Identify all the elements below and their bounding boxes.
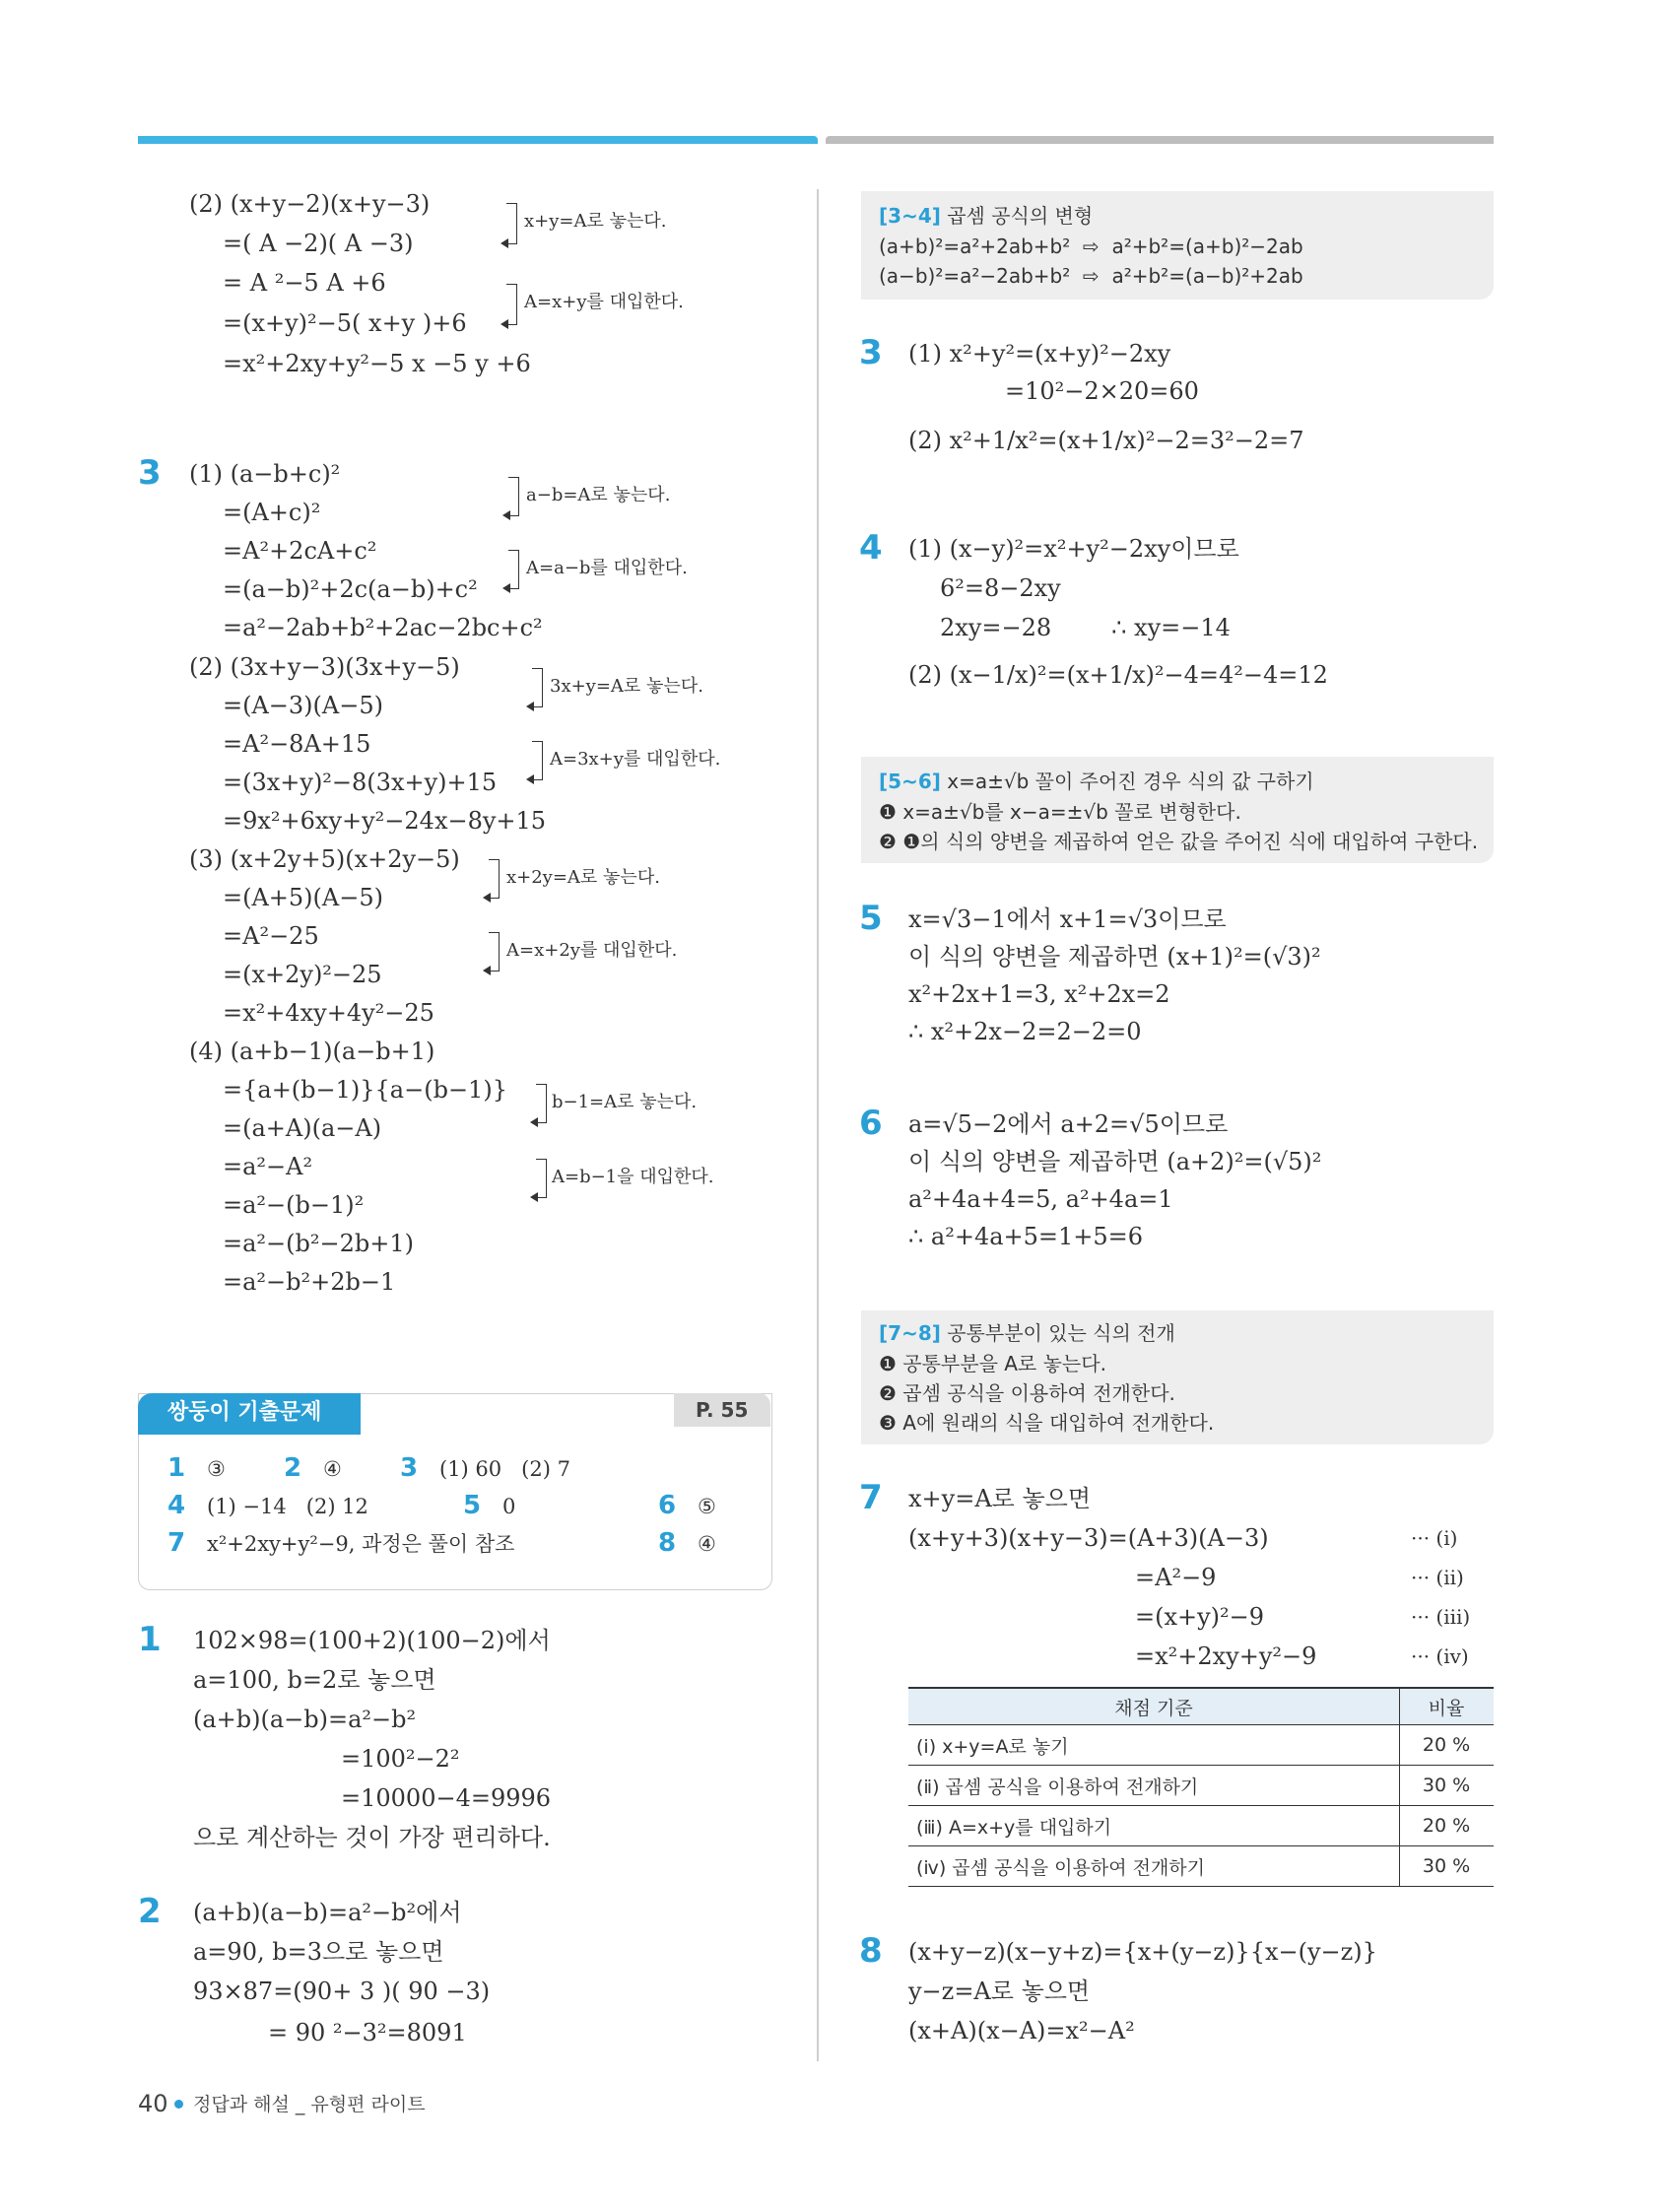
footer-title: 정답과 해설 _ 유형편 라이트: [193, 2094, 426, 2115]
criteria-cell: (ⅰ) x+y=A로 놓기: [908, 1725, 1400, 1766]
math-line: a=100, b=2로 놓으면: [193, 1666, 436, 1694]
answer-value: (1) 60 (2) 7: [439, 1457, 570, 1481]
math-line: y−z=A로 놓으면: [908, 1977, 1091, 2005]
arrow-icon: [483, 893, 491, 903]
math-line: =x²+4xy+4y²−25: [223, 999, 434, 1027]
math-line: =(x+y)²−5( x+y )+6: [223, 309, 467, 337]
ratio-cell: 30 %: [1400, 1766, 1495, 1806]
solution-number: 8: [859, 1931, 883, 1971]
answer-number: 7: [167, 1528, 186, 1558]
math-line: 102×98=(100+2)(100−2)에서: [193, 1627, 551, 1654]
tip-line: ❶ 공통부분을 A로 놓는다.: [879, 1352, 1106, 1375]
page-number: 40: [138, 2090, 168, 2117]
math-line: 93×87=(90+ 3 )( 90 −3): [193, 1977, 491, 2005]
math-line: =(A+5)(A−5): [223, 884, 383, 911]
step-marker: ··· (ⅰ): [1411, 1526, 1458, 1550]
solution-number: 4: [859, 528, 883, 568]
math-line: 이 식의 양변을 제곱하면 (a+2)²=(√5)²: [908, 1148, 1322, 1175]
math-line: =(x+2y)²−25: [223, 961, 382, 988]
math-line: 6²=8−2xy: [940, 574, 1061, 602]
answer-number: 2: [284, 1453, 302, 1483]
answer-number: 6: [658, 1491, 677, 1520]
annotation: A=a−b를 대입한다.: [526, 558, 688, 578]
tip-line: (a−b)²=a²−2ab+b² ⇨ a²+b²=(a−b)²+2ab: [879, 264, 1303, 288]
tip-title: [879, 203, 1093, 229]
math-line: 이 식의 양변을 제곱하면 (x+1)²=(√3)²: [908, 943, 1321, 971]
annotation: A=x+y를 대입한다.: [524, 292, 684, 312]
math-line: =(a+A)(a−A): [223, 1114, 382, 1142]
math-line: =(a−b)²+2c(a−b)+c²: [223, 575, 478, 603]
math-line: (a+b)(a−b)=a²−b²: [193, 1706, 417, 1733]
annotation: x+2y=A로 놓는다.: [506, 867, 660, 888]
step-marker: ··· (ⅲ): [1411, 1605, 1471, 1629]
grading-table: [908, 1687, 1494, 1887]
tip-tag: [7~8]: [879, 1321, 941, 1345]
math-line: (2) (3x+y−3)(3x+y−5): [189, 653, 460, 681]
tip-title: [879, 1320, 1175, 1346]
tip-heading: x=a±√b 꼴이 주어진 경우 식의 값 구하기: [940, 770, 1314, 793]
math-line: a=90, b=3으로 놓으면: [193, 1938, 444, 1966]
math-line: (4) (a+b−1)(a−b+1): [189, 1038, 435, 1065]
column-divider: [817, 189, 819, 2061]
math-line: =100²−2²: [341, 1745, 460, 1773]
table-row: [908, 1725, 1494, 1766]
annotation: a−b=A로 놓는다.: [526, 485, 671, 505]
math-line: =10²−2×20=60: [1005, 377, 1199, 405]
answer-number: 3: [400, 1453, 419, 1483]
math-line: (a+b)(a−b)=a²−b²에서: [193, 1899, 462, 1926]
solution-number: 6: [859, 1104, 883, 1143]
math-line: =a²−(b²−2b+1): [223, 1230, 414, 1257]
answer-number: 1: [167, 1453, 186, 1483]
arrow-icon: [526, 774, 534, 784]
solution-number: 3: [138, 453, 162, 493]
math-line: =A²−8A+15: [223, 730, 371, 758]
math-line: ∴ a²+4a+5=1+5=6: [908, 1223, 1144, 1250]
ratio-cell: 20 %: [1400, 1806, 1495, 1846]
annotation: b−1=A로 놓는다.: [552, 1092, 698, 1112]
math-line: x²+2x+1=3, x²+2x=2: [908, 980, 1170, 1008]
math-line: (2) (x−1/x)²=(x+1/x)²−4=4²−4=12: [908, 661, 1328, 689]
math-line: (2) (x+y−2)(x+y−3): [189, 190, 431, 218]
math-line: =9x²+6xy+y²−24x−8y+15: [223, 807, 547, 835]
annotation: 3x+y=A로 놓는다.: [550, 676, 703, 697]
step-marker: ··· (ⅳ): [1411, 1644, 1469, 1668]
math-line: 2xy=−28 ∴ xy=−14: [940, 614, 1231, 641]
solution-number: 5: [859, 899, 883, 938]
arrow-icon: [502, 510, 510, 520]
criteria-cell: (ⅱ) 곱셈 공식을 이용하여 전개하기: [908, 1766, 1400, 1806]
answer-number: 4: [167, 1491, 186, 1520]
arrow-icon: [483, 966, 491, 975]
answer-number: 5: [463, 1491, 482, 1520]
step-marker: ··· (ⅱ): [1411, 1566, 1464, 1589]
criteria-cell: (ⅲ) A=x+y를 대입하기: [908, 1806, 1400, 1846]
math-line: (1) (a−b+c)²: [189, 460, 341, 488]
table-header-row: [908, 1688, 1494, 1725]
math-line: (3) (x+2y+5)(x+2y−5): [189, 845, 460, 873]
math-line: =(A−3)(A−5): [223, 692, 383, 719]
math-line: x=√3−1에서 x+1=√3이므로: [908, 905, 1227, 933]
math-line: a=√5−2에서 a+2=√5이므로: [908, 1110, 1229, 1138]
annotation: A=b−1을 대입한다.: [552, 1167, 714, 1187]
tip-heading: 곱셈 공식의 변형: [940, 204, 1094, 228]
math-line: (x+y+3)(x+y−3)=(A+3)(A−3): [908, 1524, 1269, 1552]
answer-value: ④: [323, 1457, 342, 1481]
annotation: x+y=A로 놓는다.: [524, 211, 667, 232]
table-row: [908, 1846, 1494, 1887]
tip-line: ❸ A에 원래의 식을 대입하여 전개한다.: [879, 1411, 1215, 1435]
math-line: 으로 계산하는 것이 가장 편리하다.: [193, 1824, 551, 1851]
arrow-icon: [502, 583, 510, 593]
tip-line: (a+b)²=a²+2ab+b² ⇨ a²+b²=(a+b)²−2ab: [879, 235, 1303, 258]
ratio-cell: 30 %: [1400, 1846, 1495, 1887]
arrow-icon: [530, 1117, 538, 1127]
answer-value: ④: [698, 1532, 716, 1556]
math-line: =A²−9: [1135, 1564, 1217, 1591]
math-line: (x+y−z)(x−y+z)={x+(y−z)}{x−(y−z)}: [908, 1938, 1377, 1966]
bullet-icon: [174, 2100, 183, 2109]
math-line: =a²−(b−1)²: [223, 1191, 365, 1219]
exam-title: 쌍둥이 기출문제: [167, 1400, 322, 1425]
annotation: A=3x+y를 대입한다.: [550, 749, 721, 770]
math-line: (1) x²+y²=(x+y)²−2xy: [908, 340, 1171, 368]
table-row: [908, 1806, 1494, 1846]
math-line: = A ²−5 A +6: [223, 269, 386, 297]
answer-number: 8: [658, 1528, 677, 1558]
answer-value: x²+2xy+y²−9, 과정은 풀이 참조: [207, 1532, 515, 1556]
exam-page-ref: P. 55: [696, 1398, 749, 1422]
arrow-icon: [500, 238, 508, 248]
tip-line: ❷ ❶의 식의 양변을 제곱하여 얻은 값을 주어진 식에 대입하여 구한다.: [879, 830, 1479, 853]
math-line: (x+A)(x−A)=x²−A²: [908, 2017, 1135, 2044]
math-line: ∴ x²+2x−2=2−2=0: [908, 1018, 1142, 1045]
math-line: =x²+2xy+y²−5 x −5 y +6: [223, 350, 531, 377]
arrow-icon: [500, 319, 508, 329]
top-gray-bar: [826, 136, 1494, 144]
math-line: =a²−A²: [223, 1153, 313, 1180]
arrow-icon: [530, 1192, 538, 1202]
answer-value: (1) −14 (2) 12: [207, 1495, 368, 1518]
tip-tag: [5~6]: [879, 770, 941, 793]
math-line: a²+4a+4=5, a²+4a=1: [908, 1185, 1173, 1213]
math-line: (1) (x−y)²=x²+y²−2xy이므로: [908, 535, 1239, 563]
math-line: = 90 ²−3²=8091: [268, 2019, 467, 2046]
answer-value: 0: [502, 1495, 516, 1518]
tip-line: ❷ 곱셈 공식을 이용하여 전개한다.: [879, 1381, 1175, 1405]
math-line: (2) x²+1/x²=(x+1/x)²−2=3²−2=7: [908, 427, 1304, 454]
math-line: =a²−2ab+b²+2ac−2bc+c²: [223, 614, 543, 641]
tip-title: [879, 769, 1314, 794]
solution-number: 1: [138, 1620, 162, 1659]
math-line: x+y=A로 놓으면: [908, 1485, 1092, 1512]
top-accent-bar: [138, 136, 818, 144]
solution-number: 2: [138, 1892, 162, 1931]
annotation: A=x+2y를 대입한다.: [506, 940, 678, 961]
answer-value: ⑤: [698, 1495, 716, 1518]
ratio-cell: 20 %: [1400, 1725, 1495, 1766]
math-line: =x²+2xy+y²−9: [1135, 1642, 1317, 1670]
math-line: =A²−25: [223, 922, 319, 950]
criteria-cell: (ⅳ) 곱셈 공식을 이용하여 전개하기: [908, 1846, 1400, 1887]
math-line: =a²−b²+2b−1: [223, 1268, 396, 1296]
math-line: ={a+(b−1)}{a−(b−1)}: [223, 1076, 507, 1104]
math-line: =A²+2cA+c²: [223, 537, 377, 565]
col-criteria: 채점 기준: [908, 1688, 1400, 1725]
arrow-icon: [526, 702, 534, 711]
math-line: =( A −2)( A −3): [223, 230, 414, 257]
col-ratio: 비율: [1400, 1688, 1495, 1725]
table-row: [908, 1766, 1494, 1806]
tip-heading: 공통부분이 있는 식의 전개: [940, 1321, 1175, 1345]
solution-number: 7: [859, 1478, 883, 1517]
math-line: =(x+y)²−9: [1135, 1603, 1265, 1631]
tip-line: ❶ x=a±√b를 x−a=±√b 꼴로 변형한다.: [879, 800, 1241, 824]
math-line: =10000−4=9996: [341, 1784, 552, 1812]
solution-number: 3: [859, 333, 883, 372]
tip-tag: [3~4]: [879, 204, 941, 228]
math-line: =(3x+y)²−8(3x+y)+15: [223, 769, 498, 796]
math-line: =(A+c)²: [223, 499, 321, 526]
answer-value: ③: [207, 1457, 226, 1481]
